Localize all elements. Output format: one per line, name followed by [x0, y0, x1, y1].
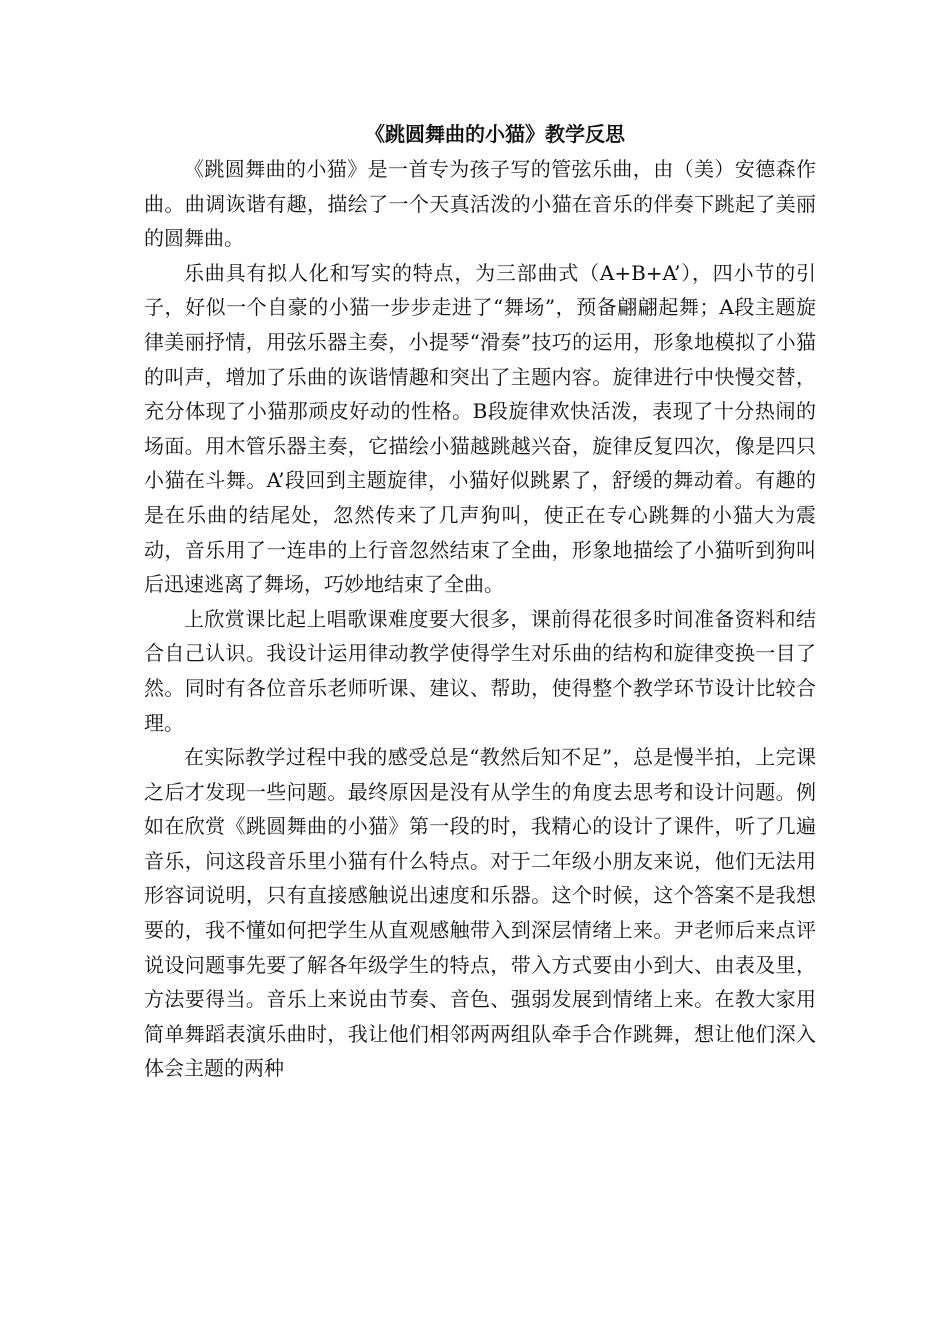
paragraph-preparation: 上欣赏课比起上唱歌课难度要大很多，课前得花很多时间准备资料和结合自己认识。我设计运用律动教学使得学生对乐曲的结构和旋律变换一目了然。同时有各位音乐老师听课、建议、帮助，使得整个教学环节设计比较合理。 [144, 606, 816, 735]
paragraph-reflection: 在实际教学过程中我的感受总是“教然后知不足”，总是慢半拍，上完课之后才发现一些问题。最终原因是没有从学生的角度去思考和设计问题。例如在欣赏《跳圆舞曲的小猫》第一段的时，我精心的设计了课件，听了几遍音乐，问这段音乐里小猫有什么特点。对于二年级小朋友来说，他们无法用形容词说明，只有直接感触说出速度和乐器。这个时候，这个答案不是我想要的，我不懂如何把学生从直观感触带入到深层情绪上来。尹老师后来点评说设问题事先要了解各年级学生的特点，带入方式要由小到大、由表及里，方法要得当。音乐上来说由节奏、音色、强弱发展到情绪上来。在教大家用简单舞蹈表演乐曲时，我让他们相邻两两组队牵手合作跳舞，想让他们深入体会主题的两种 [144, 745, 816, 1081]
paragraph-structure: 乐曲具有拟人化和写实的特点，为三部曲式（A+B+A’），四小节的引子，好似一个自豪的小猫一步步走进了“舞场”，预备翩翩起舞；A段主题旋律美丽抒情，用弦乐器主奏，小提琴“滑奏”技巧的运用，形象地模拟了小猫的叫声，增加了乐曲的诙谐情趣和突出了主题内容。旋律进行中快慢交替，充分体现了小猫那顽皮好动的性格。B段旋律欢快活泼，表现了十分热闹的场面。用木管乐器主奏，它描绘小猫越跳越兴奋，旋律反复四次，像是四只小猫在斗舞。A’段回到主题旋律，小猫好似跳累了，舒缓的舞动着。有趣的是在乐曲的结尾处，忽然传来了几声狗叫，使正在专心跳舞的小猫大为震动，音乐用了一连串的上行音忽然结束了全曲，形象地描绘了小猫听到狗叫后迅速逃离了舞场，巧妙地结束了全曲。 [144, 260, 816, 597]
paragraph-intro: 《跳圆舞曲的小猫》是一首专为孩子写的管弦乐曲，由（美）安德森作曲。曲调诙谐有趣，描绘了一个天真活泼的小猫在音乐的伴奏下跳起了美丽的圆舞曲。 [144, 157, 816, 251]
document-body [144, 116, 816, 1086]
document-title: 《跳圆舞曲的小猫》教学反思 [365, 122, 625, 146]
